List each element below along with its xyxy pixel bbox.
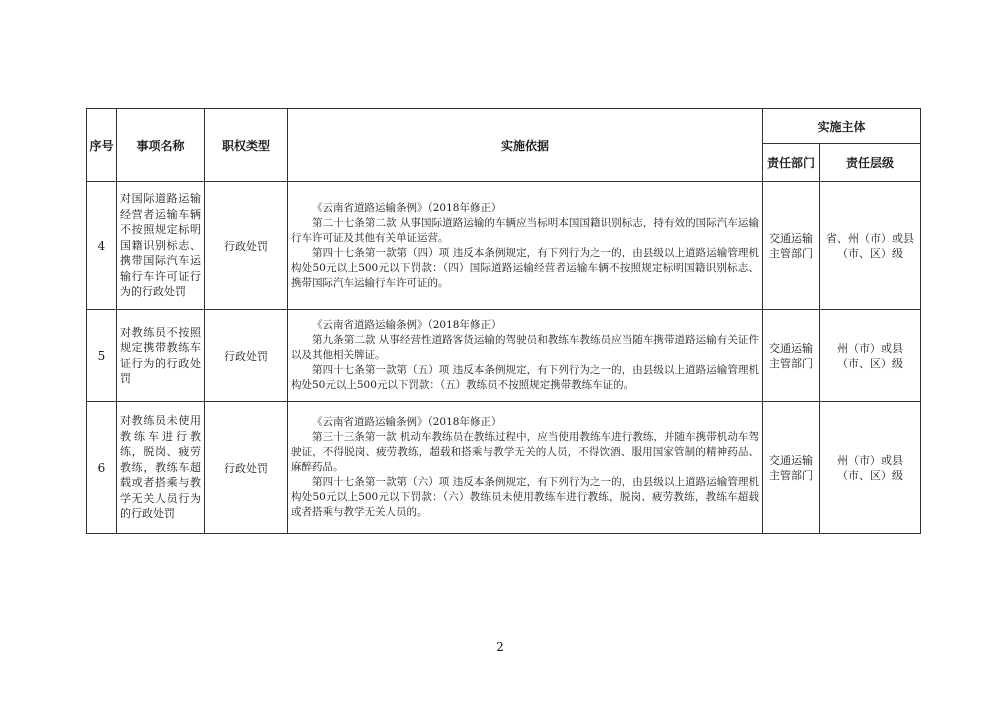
item-name: 对教练员不按照规定携带教练车证行为的行政处罚 bbox=[117, 310, 205, 402]
header-name: 事项名称 bbox=[117, 109, 205, 182]
header-level: 责任层级 bbox=[820, 144, 921, 182]
header-no: 序号 bbox=[87, 109, 117, 182]
basis-line: 第九条第二款 从事经营性道路客货运输的驾驶员和教练车教练员应当随车携带道路运输有关证件以及其他相关牌证。 bbox=[291, 334, 759, 361]
row-number: 6 bbox=[87, 402, 117, 534]
authority-type: 行政处罚 bbox=[205, 182, 288, 310]
legal-basis bbox=[288, 402, 763, 534]
basis-line: 《云南省道路运输条例》（2018年修正） bbox=[312, 319, 502, 331]
item-name: 对教练员未使用教练车进行教练，脱岗、疲劳教练，教练车超载或者搭乘与教学无关人员行为的行政处罚 bbox=[117, 402, 205, 534]
basis-line: 《云南省道路运输条例》（2018年修正） bbox=[312, 201, 502, 214]
row-number: 4 bbox=[87, 182, 117, 310]
header-type: 职权类型 bbox=[205, 109, 288, 182]
basis-line: 《云南省道路运输条例》（2018年修正） bbox=[312, 416, 502, 428]
authority-type: 行政处罚 bbox=[205, 310, 288, 402]
authority-type: 行政处罚 bbox=[205, 402, 288, 534]
responsible-dept: 交通运输主管部门 bbox=[763, 182, 820, 310]
item-name: 对国际道路运输经营者运输车辆不按照规定标明国籍识别标志、携带国际汽车运输行车许可证行为的行政处罚 bbox=[117, 182, 205, 310]
responsible-level: 州（市）或县（市、区）级 bbox=[820, 402, 921, 534]
basis-line: 第二十七条第二款 从事国际道路运输的车辆应当标明本国国籍识别标志，持有效的国际汽车运输行车许可证及其他有关单证运营。 bbox=[291, 216, 759, 244]
basis-line: 第四十七条第一款第（四）项 违反本条例规定，有下列行为之一的，由县级以上道路运输管理机构处50元以上500元以下罚款：（四）国际道路运输经营者运输车辆不按照规定标明国籍识别标志、携带国际汽车运输行车许可证的。 bbox=[291, 246, 759, 289]
legal-basis bbox=[288, 310, 763, 402]
page-number: 2 bbox=[496, 640, 504, 654]
header-subject: 实施主体 bbox=[763, 109, 921, 144]
row-number: 5 bbox=[87, 310, 117, 402]
basis-line: 第四十七条第一款第（五）项 违反本条例规定，有下列行为之一的，由县级以上道路运输管理机构处50元以上500元以下罚款：（五）教练员不按照规定携带教练车证的。 bbox=[291, 364, 759, 391]
table-row bbox=[87, 402, 921, 534]
header-basis: 实施依据 bbox=[288, 109, 763, 182]
table-row bbox=[87, 310, 921, 402]
basis-line: 第三十三条第一款 机动车教练员在教练过程中，应当使用教练车进行教练，并随车携带机动车驾驶证，不得脱岗、疲劳教练，超载和搭乘与教学无关的人员，不得饮酒、服用国家管制的精神药品、麻醉药品。 bbox=[291, 431, 759, 473]
responsible-dept: 交通运输主管部门 bbox=[763, 402, 820, 534]
basis-line: 第四十七条第一款第（六）项 违反本条例规定，有下列行为之一的，由县级以上道路运输管理机构处50元以上500元以下罚款：（六）教练员未使用教练车进行教练，脱岗、疲劳教练，教练车超载或者搭乘与教学无关人员的。 bbox=[291, 476, 759, 518]
header-dept: 责任部门 bbox=[763, 144, 820, 182]
responsible-level: 州（市）或县（市、区）级 bbox=[820, 310, 921, 402]
table-row bbox=[87, 182, 921, 310]
enforcement-items-table bbox=[86, 108, 921, 534]
responsible-dept: 交通运输主管部门 bbox=[763, 310, 820, 402]
legal-basis bbox=[288, 182, 763, 310]
responsible-level: 省、州（市）或县（市、区）级 bbox=[820, 182, 921, 310]
